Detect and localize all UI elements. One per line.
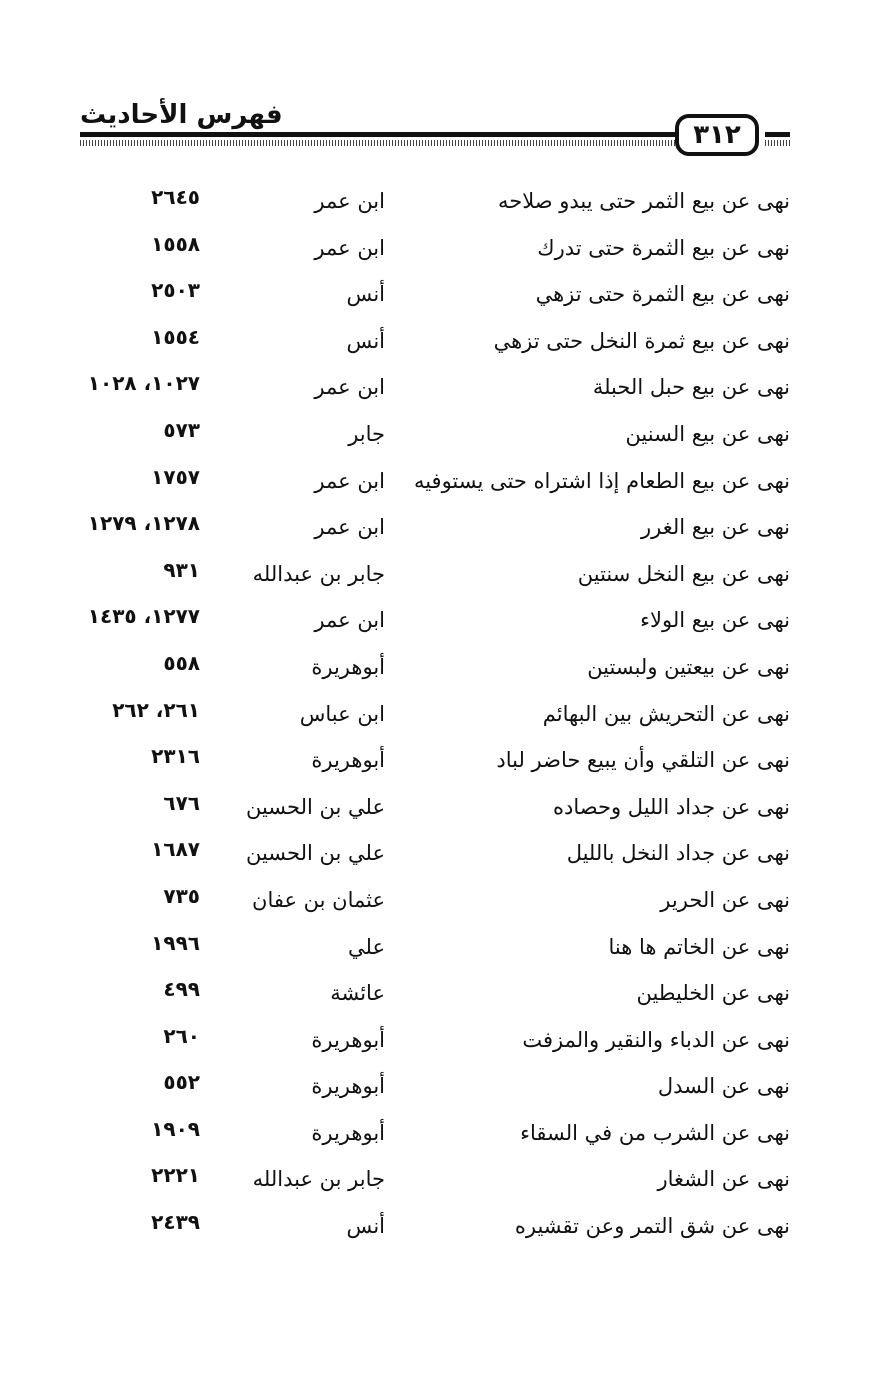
index-row xyxy=(70,369,790,416)
hadith-numbers: ٢٤٣٩ xyxy=(151,1210,200,1235)
narrator-name: علي xyxy=(348,934,385,959)
index-row xyxy=(70,230,790,277)
hadith-index-list xyxy=(70,183,790,1255)
hadith-numbers: ٢٢٢١ xyxy=(151,1163,200,1188)
index-row xyxy=(70,463,790,510)
hadith-text: نهى عن بيع الثمر حتى يبدو صلاحه xyxy=(497,189,790,213)
index-row xyxy=(70,742,790,789)
index-row xyxy=(70,835,790,882)
index-row xyxy=(70,789,790,836)
narrator-name: ابن عمر xyxy=(314,235,385,260)
hadith-text: نهى عن جداد النخل بالليل xyxy=(566,841,790,866)
index-row xyxy=(70,183,790,230)
narrator-name: أنس xyxy=(346,282,385,307)
hadith-numbers: ٢٦٠ xyxy=(163,1023,200,1048)
index-row xyxy=(70,1068,790,1115)
hadith-numbers: ١٩٠٩ xyxy=(151,1116,200,1141)
narrator-name: ابن عمر xyxy=(314,375,385,400)
hadith-numbers: ١٧٥٧ xyxy=(151,464,200,489)
index-row xyxy=(70,323,790,370)
hadith-text: نهى عن السدل xyxy=(657,1074,790,1099)
narrator-name: عثمان بن عفان xyxy=(252,887,385,912)
hadith-text: نهى عن بيع الولاء xyxy=(640,608,790,633)
narrator-name: أبوهريرة xyxy=(311,1027,385,1052)
narrator-name: أبوهريرة xyxy=(311,654,385,679)
hadith-text: نهى عن بيعتين ولبستين xyxy=(587,654,790,679)
index-row xyxy=(70,649,790,696)
hadith-text: نهى عن بيع السنين xyxy=(625,421,790,446)
hadith-text: نهى عن الشرب من في السقاء xyxy=(520,1120,790,1145)
header-rule-right-thick xyxy=(765,132,790,137)
narrator-name: جابر بن عبدالله xyxy=(252,1167,385,1192)
narrator-name: أنس xyxy=(346,328,385,353)
hadith-text: نهى عن الشغار xyxy=(657,1167,790,1192)
narrator-name: جابر بن عبدالله xyxy=(252,561,385,586)
hadith-text: نهى عن بيع الثمرة حتى تزهي xyxy=(535,282,790,307)
index-row xyxy=(70,696,790,743)
header-rule-thin xyxy=(80,140,675,146)
page-header xyxy=(80,100,790,160)
hadith-text: نهى عن بيع الثمرة حتى تدرك xyxy=(537,235,790,260)
hadith-numbers: ٢٦١، ٢٦٢ xyxy=(112,697,200,722)
hadith-numbers: ٥٧٣ xyxy=(163,417,200,442)
narrator-name: أبوهريرة xyxy=(311,1120,385,1145)
hadith-text: نهى عن جداد الليل وحصاده xyxy=(553,794,790,819)
narrator-name: علي بن الحسين xyxy=(245,794,385,819)
hadith-numbers: ٤٩٩ xyxy=(163,977,200,1002)
hadith-text: نهى عن بيع الغرر xyxy=(640,515,790,540)
hadith-numbers: ١٦٨٧ xyxy=(151,837,200,862)
index-row xyxy=(70,1161,790,1208)
narrator-name: عائشة xyxy=(330,981,385,1006)
hadith-numbers: ٢٣١٦ xyxy=(151,744,200,769)
hadith-numbers: ٩٣١ xyxy=(163,557,200,582)
hadith-text: نهى عن بيع حبل الحبلة xyxy=(592,375,790,400)
hadith-numbers: ٥٥٨ xyxy=(163,650,200,675)
hadith-text: نهى عن الخاتم ها هنا xyxy=(608,934,790,959)
page-number: ٣١٢ xyxy=(675,114,759,156)
index-row xyxy=(70,1115,790,1162)
hadith-numbers: ١٥٥٨ xyxy=(151,231,200,256)
narrator-name: ابن عمر xyxy=(314,515,385,540)
hadith-text: نهى عن شق التمر وعن تقشيره xyxy=(514,1214,790,1239)
header-rule-right-thin xyxy=(765,140,790,146)
narrator-name: أنس xyxy=(346,1214,385,1239)
hadith-numbers: ١٢٧٨، ١٢٧٩ xyxy=(87,511,200,536)
hadith-numbers: ١٢٧٧، ١٤٣٥ xyxy=(87,604,200,629)
narrator-name: أبوهريرة xyxy=(311,1074,385,1099)
hadith-numbers: ٥٥٢ xyxy=(163,1070,200,1095)
hadith-numbers: ١٩٩٦ xyxy=(151,930,200,955)
index-row xyxy=(70,509,790,556)
hadith-numbers: ٢٥٠٣ xyxy=(151,278,200,303)
hadith-text: نهى عن الخليطين xyxy=(636,981,790,1006)
hadith-numbers: ٢٦٤٥ xyxy=(151,185,200,209)
index-row xyxy=(70,416,790,463)
index-row xyxy=(70,556,790,603)
hadith-text: نهى عن بيع النخل سنتين xyxy=(577,561,790,586)
index-row xyxy=(70,1208,790,1255)
narrator-name: ابن عمر xyxy=(314,468,385,493)
hadith-text: نهى عن بيع ثمرة النخل حتى تزهي xyxy=(493,328,790,353)
index-row xyxy=(70,882,790,929)
narrator-name: علي بن الحسين xyxy=(245,841,385,866)
hadith-text: نهى عن الحرير xyxy=(660,887,790,912)
narrator-name: جابر xyxy=(348,421,385,446)
index-row xyxy=(70,276,790,323)
running-title: فهرس الأحاديث xyxy=(80,100,283,130)
hadith-numbers: ١٠٢٧، ١٠٢٨ xyxy=(87,371,200,396)
header-rule-thick xyxy=(80,132,675,137)
narrator-name: أبوهريرة xyxy=(311,748,385,773)
index-row xyxy=(70,602,790,649)
index-row xyxy=(70,929,790,976)
index-row xyxy=(70,975,790,1022)
hadith-text: نهى عن بيع الطعام إذا اشتراه حتى يستوفيه xyxy=(413,468,790,493)
narrator-name: ابن عباس xyxy=(299,701,385,726)
hadith-text: نهى عن الدباء والنقير والمزفت xyxy=(522,1027,790,1052)
hadith-text: نهى عن التلقي وأن يبيع حاضر لباد xyxy=(496,748,790,773)
index-row xyxy=(70,1022,790,1069)
hadith-numbers: ٦٧٦ xyxy=(163,790,200,815)
hadith-numbers: ٧٣٥ xyxy=(163,883,200,908)
narrator-name: ابن عمر xyxy=(314,189,385,213)
hadith-text: نهى عن التحريش بين البهائم xyxy=(542,701,790,726)
narrator-name: ابن عمر xyxy=(314,608,385,633)
hadith-numbers: ١٥٥٤ xyxy=(151,324,200,349)
